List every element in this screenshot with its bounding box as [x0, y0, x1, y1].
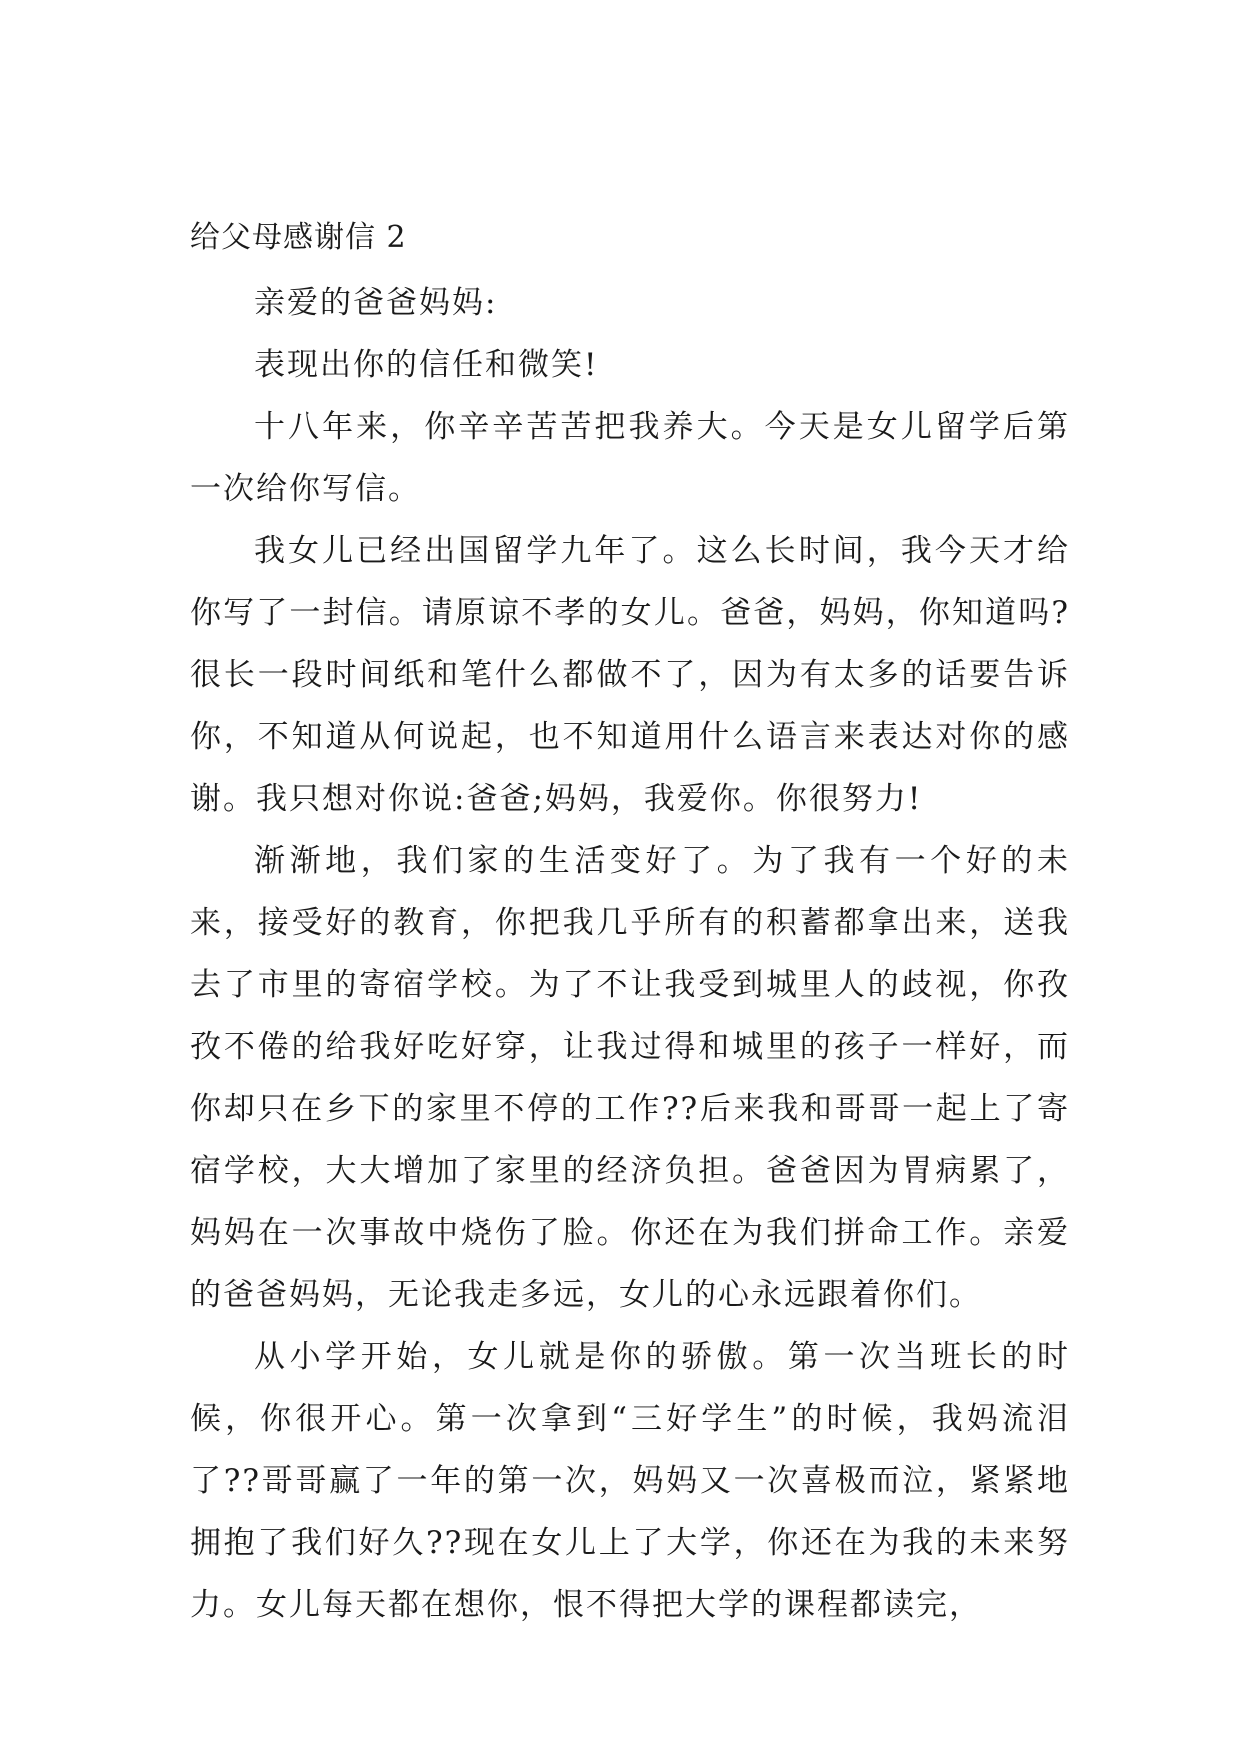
document-body: [190, 218, 1070, 1636]
paragraph-salutation: 亲爱的爸爸妈妈:: [254, 285, 498, 321]
paragraph-pride: 从小学开始，女儿就是你的骄傲。第一次当班长的时候，你很开心。第一次拿到“三好学生”的时候，我妈流泪了??哥哥赢了一年的第一次，妈妈又一次喜极而泣，紧紧地拥抱了我们好久??现在女儿上了大学，你还在为我的未来努力。女儿每天都在想你，恨不得把大学的课程都读完，: [190, 1339, 1070, 1623]
paragraph-family-life: 渐渐地，我们家的生活变好了。为了我有一个好的未来，接受好的教育，你把我几乎所有的积蓄都拿出来，送我去了市里的寄宿学校。为了不让我受到城里人的歧视，你孜孜不倦的给我好吃好穿，让我过得和城里的孩子一样好，而你却只在乡下的家里不停的工作??后来我和哥哥一起上了寄宿学校，大大增加了家里的经济负担。爸爸因为胃病累了，妈妈在一次事故中烧伤了脸。你还在为我们拼命工作。亲爱的爸爸妈妈，无论我走多远，女儿的心永远跟着你们。: [190, 843, 1070, 1313]
paragraph-eighteen-years: 十八年来，你辛辛苦苦把我养大。今天是女儿留学后第一次给你写信。: [190, 409, 1070, 507]
paragraph-abroad: 我女儿已经出国留学九年了。这么长时间，我今天才给你写了一封信。请原谅不孝的女儿。爸爸，妈妈，你知道吗?很长一段时间纸和笔什么都做不了，因为有太多的话要告诉你，不知道从何说起，也不知道用什么语言来表达对你的感谢。我只想对你说:爸爸;妈妈，我爱你。你很努力!: [190, 533, 1070, 817]
paragraph-opening: 表现出你的信任和微笑!: [254, 347, 599, 383]
document-title: 给父母感谢信 2: [190, 220, 407, 255]
